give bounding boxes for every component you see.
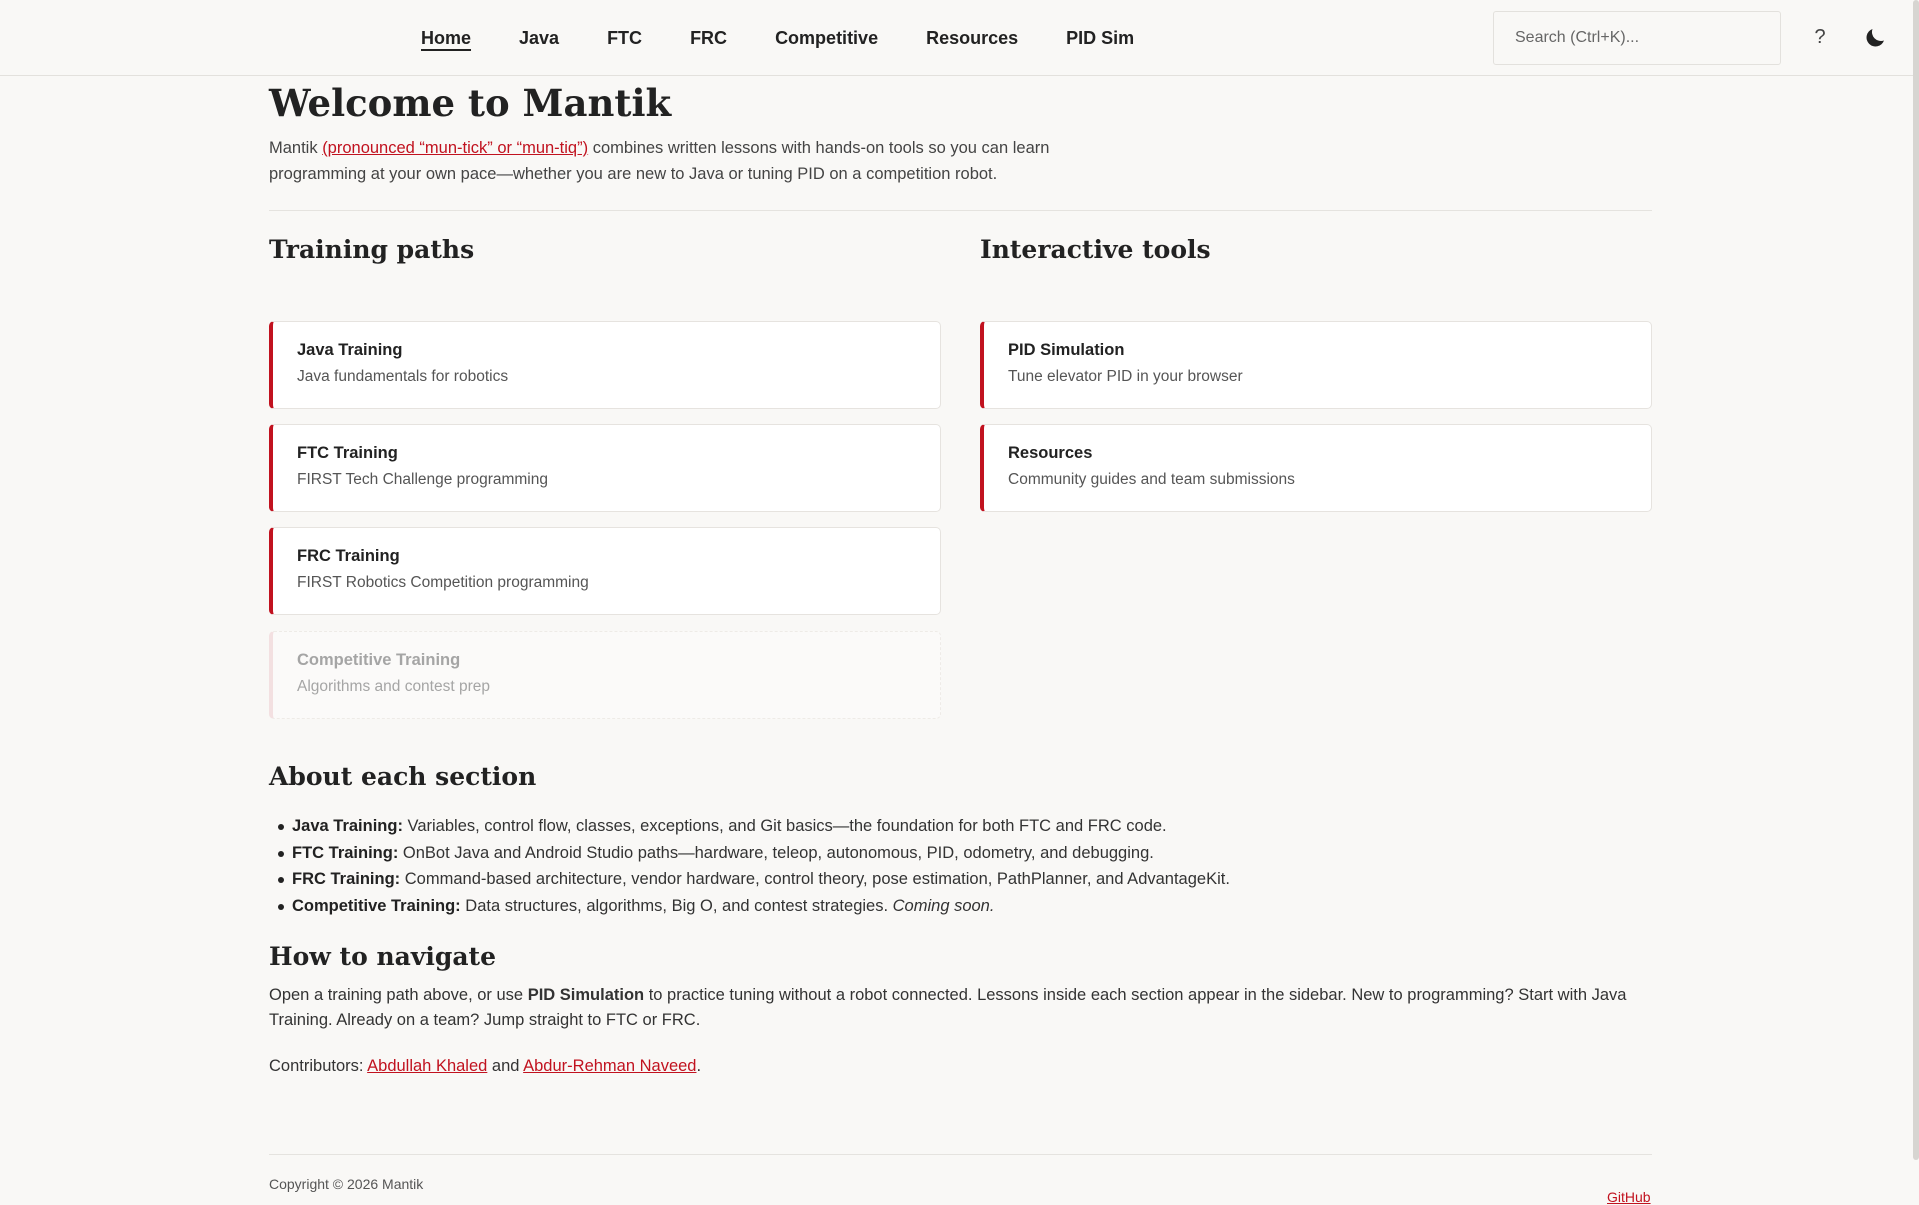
list-item xyxy=(292,840,1230,867)
list-item-label: FTC Training: xyxy=(292,843,399,862)
help-button[interactable] xyxy=(1810,22,1830,52)
top-navbar xyxy=(0,0,1919,76)
intro-paragraph xyxy=(269,135,1129,187)
card-resources[interactable] xyxy=(980,424,1652,512)
pronunciation-link[interactable]: (pronounced “mun-tick” or “mun-tiq”) xyxy=(322,139,589,157)
nav-ftc[interactable]: FTC xyxy=(607,27,643,48)
footer-divider xyxy=(269,1154,1652,1155)
pid-simulation-emphasis: PID Simulation xyxy=(527,986,645,1004)
paragraph-text: Open a training path above, or use xyxy=(269,986,528,1004)
card-description: FIRST Tech Challenge programming xyxy=(297,471,548,488)
copyright: Copyright © 2026 Mantik xyxy=(269,1176,424,1192)
card-title: FRC Training xyxy=(297,547,400,565)
theme-toggle-button[interactable] xyxy=(1864,25,1888,49)
card-title: FTC Training xyxy=(297,444,398,462)
paragraph-text: to practice tuning without a robot connected. Lessons inside each section appear in the sidebar. New to programming? Start with Java Training. Already on a team? Jump straight to FTC or FRC. xyxy=(269,986,1627,1029)
card-frc-training[interactable] xyxy=(269,527,941,615)
card-description: Java fundamentals for robotics xyxy=(297,368,509,385)
card-title: Resources xyxy=(1008,444,1093,462)
scrollbar[interactable] xyxy=(1913,0,1919,1160)
main-nav xyxy=(421,0,1134,76)
list-item-text: Variables, control flow, classes, exceptions, and Git basics—the foundation for both FTC and FRC code. xyxy=(402,817,1167,835)
interactive-tools-heading: Interactive tools xyxy=(980,235,1211,264)
card-competitive-training xyxy=(269,631,941,719)
moon-icon xyxy=(1864,25,1888,49)
navigate-paragraph xyxy=(269,983,1652,1033)
card-ftc-training[interactable] xyxy=(269,424,941,512)
card-title: Java Training xyxy=(297,341,403,359)
list-item xyxy=(292,813,1230,840)
nav-home[interactable]: Home xyxy=(421,27,472,48)
card-title: Competitive Training xyxy=(297,651,461,669)
contributors-end: . xyxy=(696,1057,702,1075)
card-java-training[interactable] xyxy=(269,321,941,409)
page-title: Welcome to Mantik xyxy=(269,81,672,125)
card-description: Tune elevator PID in your browser xyxy=(1008,368,1243,385)
contributors xyxy=(269,1057,701,1076)
card-description: Community guides and team submissions xyxy=(1008,471,1295,488)
contributor-link-1[interactable]: Abdullah Khaled xyxy=(367,1057,488,1075)
about-list xyxy=(269,813,1230,919)
contributor-link-2[interactable]: Abdur-Rehman Naveed xyxy=(523,1057,697,1075)
card-description: Algorithms and contest prep xyxy=(297,678,490,695)
nav-frc[interactable]: FRC xyxy=(690,27,728,48)
coming-soon-note: Coming soon. xyxy=(892,896,995,915)
card-title: PID Simulation xyxy=(1008,341,1125,359)
list-item-text: Command-based architecture, vendor hardware, control theory, pose estimation, PathPlanner, and AdvantageKit. xyxy=(400,870,1230,888)
nav-resources[interactable]: Resources xyxy=(926,27,1019,48)
search-box[interactable] xyxy=(1493,11,1781,65)
nav-competitive[interactable]: Competitive xyxy=(775,27,879,48)
divider xyxy=(269,210,1652,211)
contributors-label: Contributors: xyxy=(269,1057,368,1075)
about-heading: About each section xyxy=(269,762,537,791)
list-item-label: FRC Training: xyxy=(292,870,401,888)
intro-suffix: combines written lessons with hands-on tools so you can learn programming at your own pace—whether you are new to Java or tuning PID on a competition robot. xyxy=(269,139,1050,183)
list-item-label: Java Training: xyxy=(292,817,403,835)
nav-java[interactable]: Java xyxy=(519,27,560,48)
training-paths-heading: Training paths xyxy=(269,235,475,264)
list-item-label: Competitive Training: xyxy=(292,896,461,915)
list-item-text: Data structures, algorithms, Big O, and contest strategies. xyxy=(460,896,893,915)
github-link[interactable]: GitHub xyxy=(1607,1189,1651,1205)
card-pid-simulation[interactable] xyxy=(980,321,1652,409)
card-description: FIRST Robotics Competition programming xyxy=(297,574,589,591)
intro-prefix: Mantik xyxy=(269,139,323,157)
how-to-navigate-heading: How to navigate xyxy=(269,942,496,971)
list-item xyxy=(292,893,1230,920)
list-item-text: OnBot Java and Android Studio paths—hardware, teleop, autonomous, PID, odometry, and debugging. xyxy=(398,843,1154,862)
nav-pid-sim[interactable]: PID Sim xyxy=(1066,27,1135,48)
question-mark-icon: ? xyxy=(1814,26,1826,48)
contributors-and: and xyxy=(487,1057,524,1075)
search-input[interactable] xyxy=(1513,28,1780,48)
list-item xyxy=(292,866,1230,893)
